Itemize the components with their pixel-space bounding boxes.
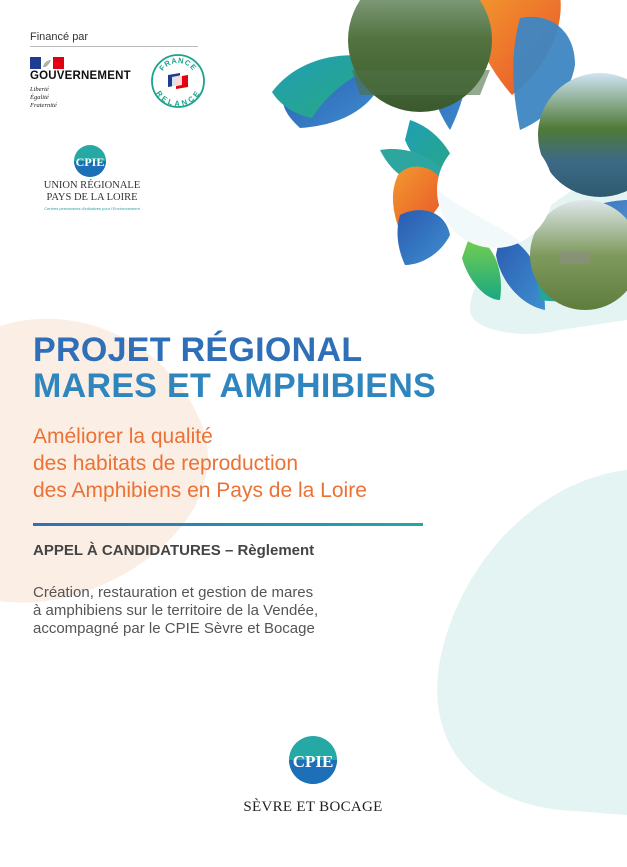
marianne-flag-icon: [30, 57, 64, 69]
title-line-1: PROJET RÉGIONAL: [33, 331, 363, 369]
union-regionale-title: [22, 180, 162, 204]
union-regionale-line2: PAYS DE LA LOIRE: [46, 192, 138, 203]
france-relance-bottom-text: RELANCE: [154, 88, 202, 109]
subtitle-line-2: des habitats de reproduction: [33, 452, 299, 475]
cpie-sevre-bocage-name: SÈVRE ET BOCAGE: [243, 799, 383, 815]
subtitle-line-1: Améliorer la qualité: [33, 425, 213, 448]
cpie-sevre-bocage-logo-icon: [287, 734, 339, 786]
cpie-union-logo-icon: [72, 143, 108, 179]
svg-text:CPIE: CPIE: [292, 752, 334, 771]
description-line-1: Création, restauration et gestion de mares: [33, 584, 314, 601]
description-line-2: à amphibiens sur le territoire de la Vendée,: [33, 602, 319, 619]
motto-liberte: Liberté: [30, 86, 49, 93]
svg-text:CPIE: CPIE: [75, 155, 105, 169]
subtitle: [33, 423, 367, 504]
government-motto: [30, 86, 57, 110]
government-name: GOUVERNEMENT: [30, 70, 131, 82]
title-line-2: MARES ET AMPHIBIENS: [33, 367, 437, 405]
description: [33, 584, 318, 638]
motto-egalite: Égalité: [30, 94, 49, 101]
france-relance-logo: [150, 53, 206, 109]
title-divider: [33, 523, 423, 526]
page-title: [33, 332, 436, 404]
france-relance-top-text: FRANCE: [157, 55, 199, 73]
union-regionale-line1: UNION RÉGIONALE: [43, 180, 141, 191]
financed-by-label: Financé par: [30, 31, 89, 43]
call-for-applications-heading: APPEL À CANDIDATURES – Règlement: [33, 542, 315, 559]
financed-divider: [30, 46, 198, 47]
union-regionale-tagline: Centres permanents d'initiatives pour l'Environnement: [44, 206, 140, 211]
description-line-3: accompagné par le CPIE Sèvre et Bocage: [33, 620, 315, 637]
motto-fraternite: Fraternité: [30, 102, 57, 109]
subtitle-line-3: des Amphibiens en Pays de la Loire: [33, 479, 367, 502]
